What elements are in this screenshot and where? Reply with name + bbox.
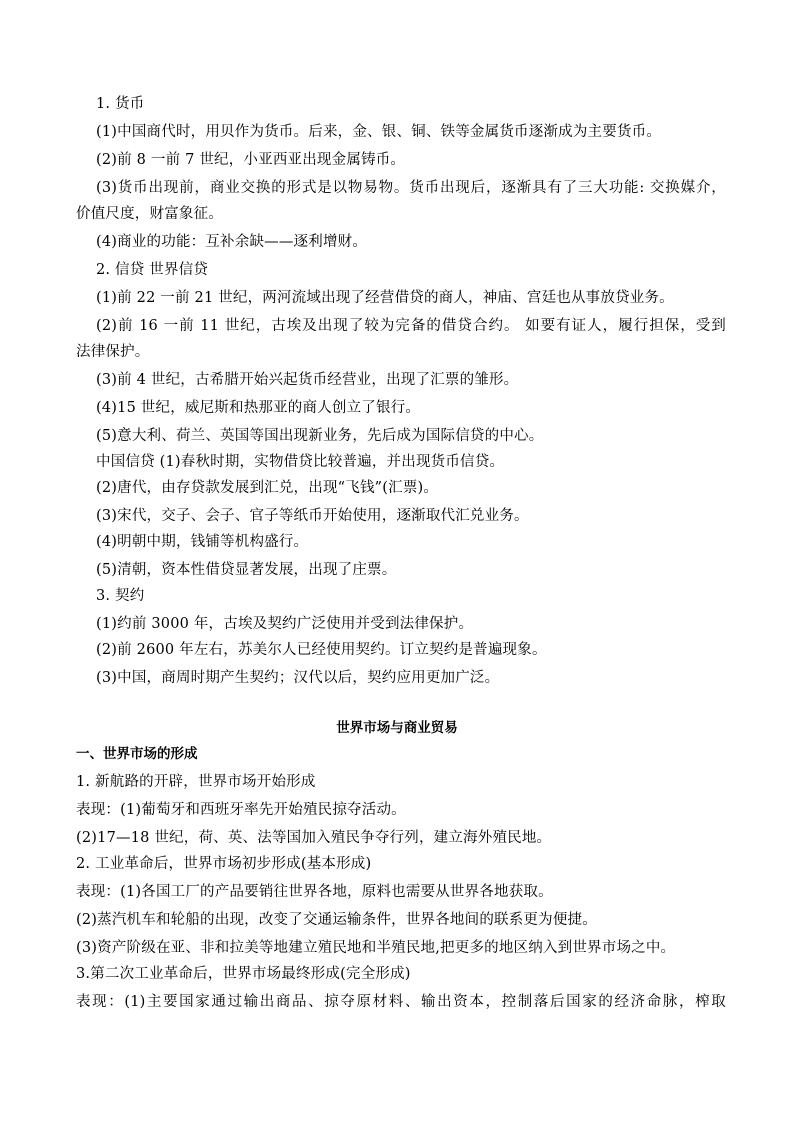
paragraph-line: (1)前 22 一前 21 世纪，两河流域出现了经营借贷的商人，神庙、宫廷也从事放贷业务。 xyxy=(96,290,674,306)
paragraph-line: (2)前 2600 年左右，苏美尔人已经使用契约。订立契约是普遍现象。 xyxy=(96,642,547,658)
paragraph-line: (2)前 8 一前 7 世纪，小亚西亚出现金属铸币。 xyxy=(96,152,406,168)
paragraph-line: (3)资产阶级在亚、非和拉美等地建立殖民地和半殖民地,把更多的地区纳入到世界市场之中。 xyxy=(76,940,676,956)
paragraph-line: (2)蒸汽机车和轮船的出现，改变了交通运输条件，世界各地间的联系更为便捷。 xyxy=(76,912,597,928)
paragraph-line: (2)17—18 世纪，荷、英、法等国加入殖民争夺行列，建立海外殖民地。 xyxy=(76,830,552,846)
paragraph-line: (4)商业的功能：互补余缺——逐利增财。 xyxy=(96,234,368,250)
paragraph-line: (2)唐代，由存贷款发展到汇兑，出现“飞钱”(汇票)。 xyxy=(96,480,439,496)
paragraph-line: (5)清朝，资本性借贷显著发展，出现了庄票。 xyxy=(96,562,397,578)
paragraph-line: 法律保护。 xyxy=(76,344,150,360)
paragraph-line: 2. 工业革命后，世界市场初步形成(基本形成) xyxy=(76,856,372,872)
paragraph-line: (5)意大利、荷兰、英国等国出现新业务，先后成为国际信贷的中心。 xyxy=(96,428,544,444)
heading-credit: 2. 信贷 世界信贷 xyxy=(96,262,209,278)
heading-contract: 3. 契约 xyxy=(96,588,145,604)
paragraph-line: (1)中国商代时，用贝作为货币。后来，金、银、铜、铁等金属货币逐渐成为主要货币。 xyxy=(96,124,662,140)
section-title: 世界市场与商业贸易 xyxy=(336,720,458,736)
paragraph-line: (4)15 世纪，威尼斯和热那亚的商人创立了银行。 xyxy=(96,400,421,416)
paragraph-line: 3.第二次工业革命后，世界市场最终形成(完全形成) xyxy=(76,966,411,982)
paragraph-line: (3)中国，商周时期产生契约；汉代以后，契约应用更加广泛。 xyxy=(96,670,500,686)
section-heading: 一、世界市场的形成 xyxy=(76,746,198,762)
paragraph-line: 价值尺度，财富象征。 xyxy=(76,206,223,222)
paragraph-line: 中国信贷 (1)春秋时期，实物借贷比较普遍，并出现货币信贷。 xyxy=(96,454,505,470)
paragraph-line: (4)明朝中期，钱铺等机构盛行。 xyxy=(96,534,309,550)
paragraph-line: 表现：(1)主要国家通过输出商品、掠夺原材料、输出资本，控制落后国家的经济命脉，榨取 xyxy=(76,994,726,1010)
paragraph-line: 1. 新航路的开辟，世界市场开始形成 xyxy=(76,774,316,790)
paragraph-line: (3)前 4 世纪，古希腊开始兴起货币经营业，出现了汇票的雏形。 xyxy=(96,372,519,388)
paragraph-line: 表现：(1)葡萄牙和西班牙率先开始殖民掠夺活动。 xyxy=(76,802,406,818)
heading-currency: 1. 货币 xyxy=(96,96,145,112)
paragraph-line: (2)前 16 一前 11 世纪，古埃及出现了较为完备的借贷合约。 如要有证人，履行担保，受到 xyxy=(96,318,726,334)
paragraph-line: (3)宋代，交子、会子、官子等纸币开始使用，逐渐取代汇兑业务。 xyxy=(96,508,529,524)
paragraph-line: 表现：(1)各国工厂的产品要销往世界各地，原料也需要从世界各地获取。 xyxy=(76,884,553,900)
paragraph-line: (1)约前 3000 年，古埃及契约广泛使用并受到法律保护。 xyxy=(96,616,474,632)
paragraph-line: (3)货币出现前，商业交换的形式是以物易物。货币出现后，逐渐具有了三大功能: 交换媒介， xyxy=(96,180,726,196)
